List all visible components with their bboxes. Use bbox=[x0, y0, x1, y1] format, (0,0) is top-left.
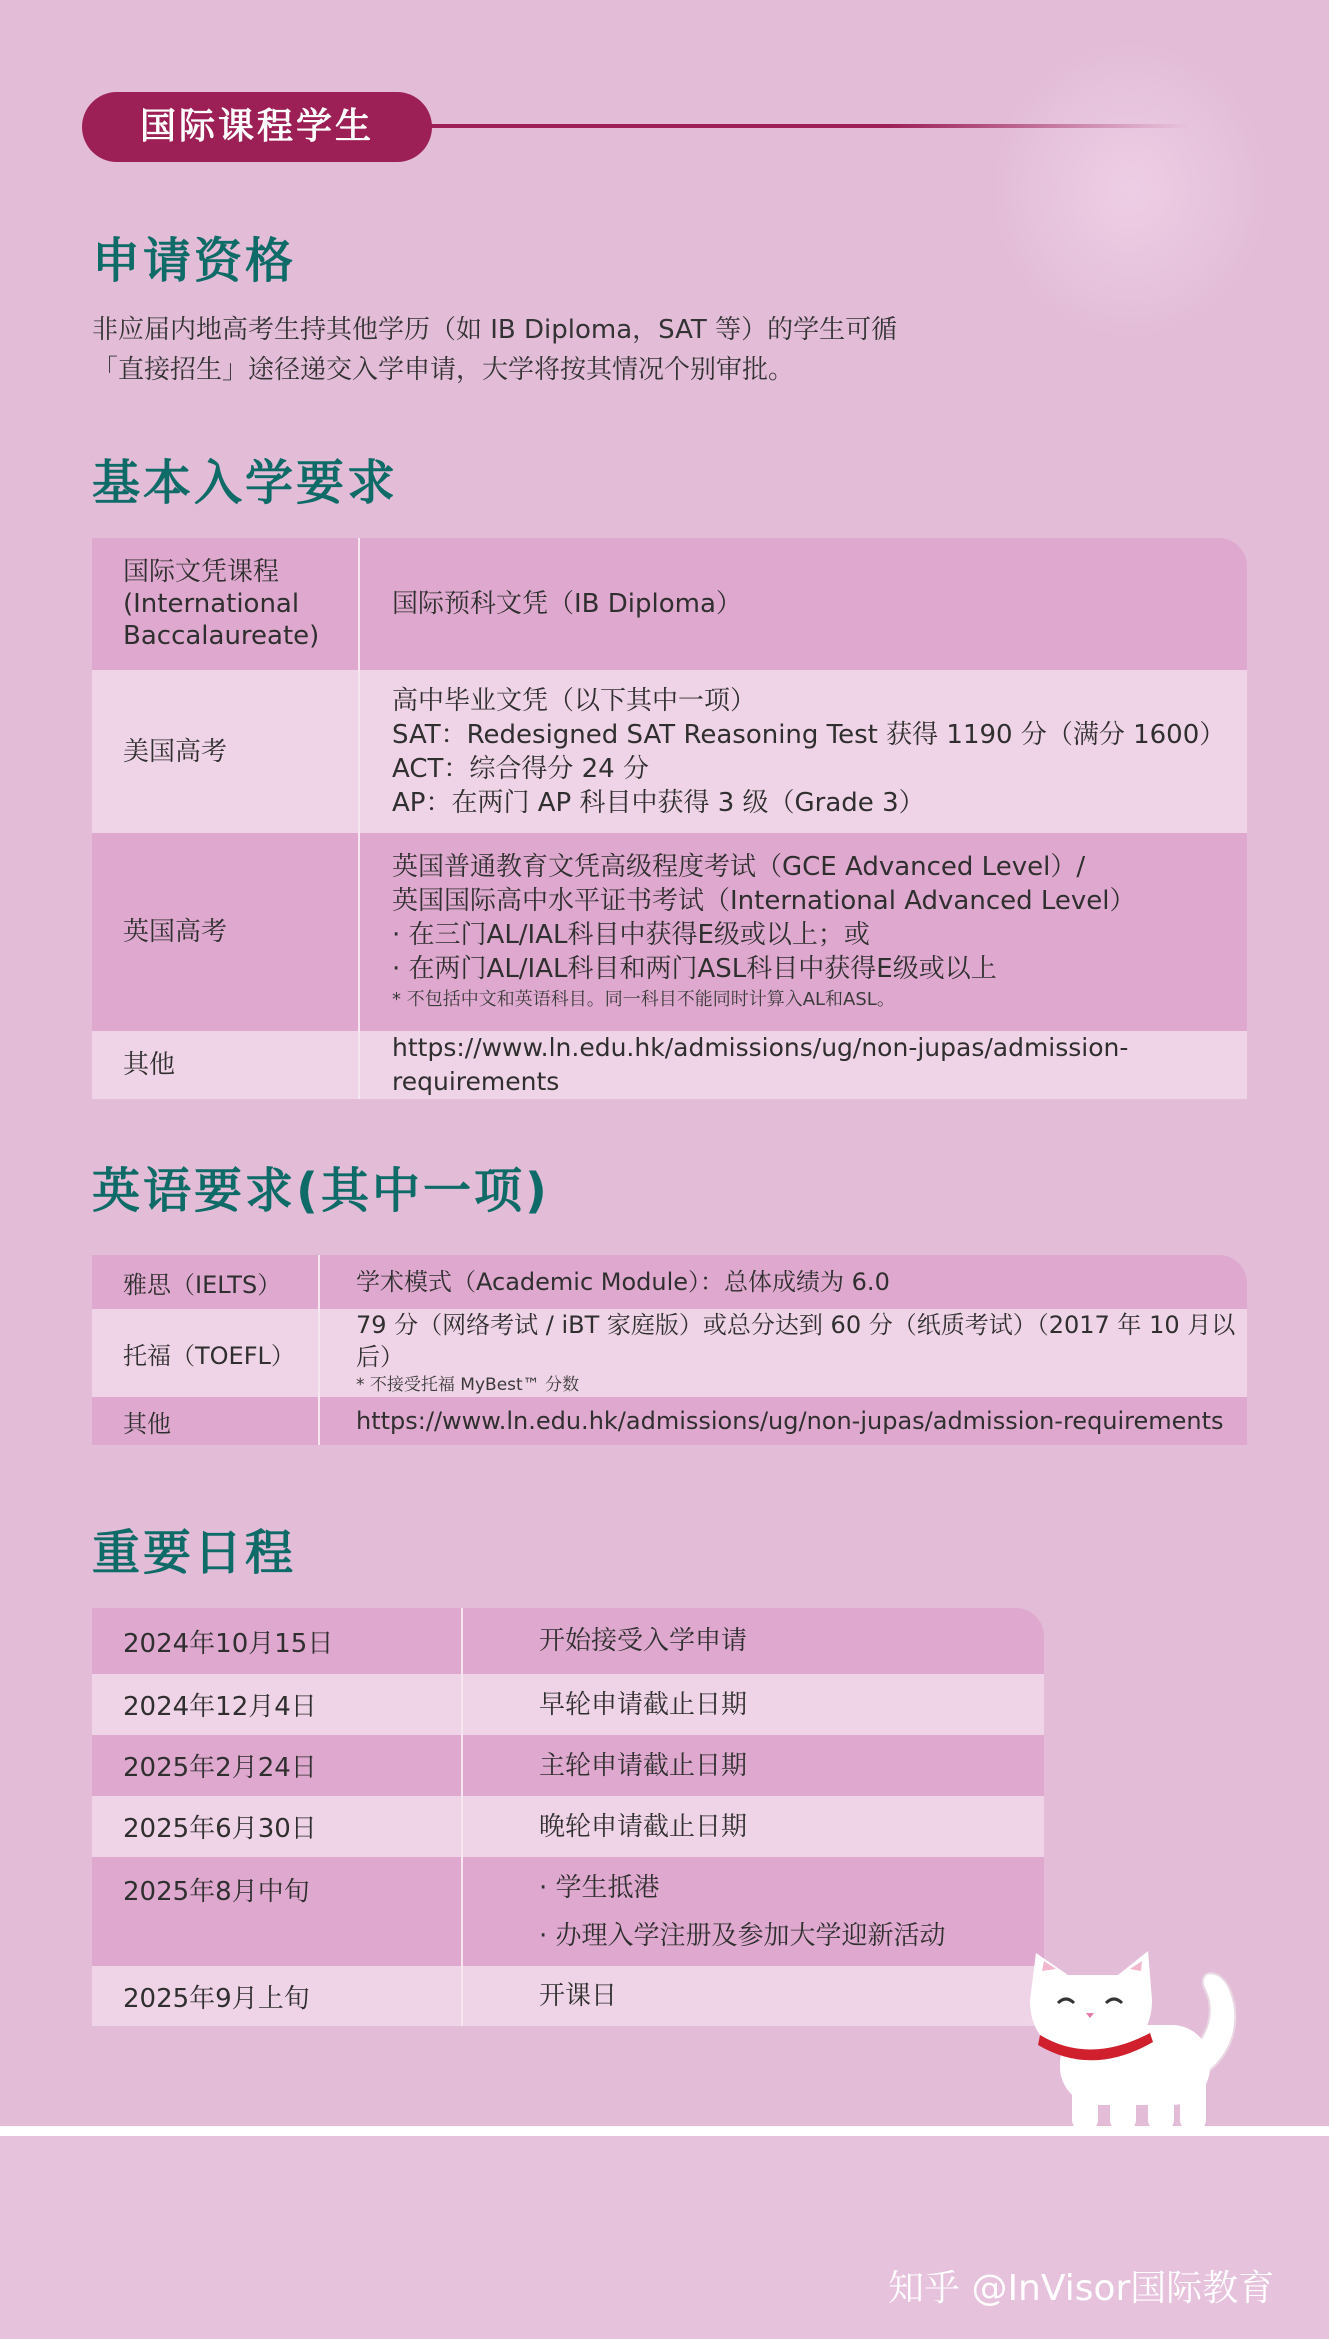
row-value bbox=[359, 538, 1247, 670]
value-line: AP：在两门 AP 科目中获得 3 级（Grade 3） bbox=[392, 787, 925, 818]
label-line: 美国高考 bbox=[123, 736, 228, 767]
schedule-date: 2025年9月上旬 bbox=[92, 1966, 462, 2026]
row-label: 雅思（IELTS） bbox=[92, 1255, 319, 1309]
watermark: 知乎 @InVisor国际教育 bbox=[888, 2268, 1275, 2309]
row-value bbox=[319, 1255, 1247, 1309]
event-line: · 办理入学注册及参加大学迎新活动 bbox=[539, 1920, 946, 1951]
row-note: * 不接受托福 MyBest™ 分数 bbox=[356, 1375, 580, 1395]
schedule-event bbox=[462, 1857, 1044, 1966]
value-line: 79 分（网络考试 / iBT 家庭版）或总分达到 60 分（纸质考试）（2017 年 10 月以后） bbox=[356, 1311, 1236, 1371]
event-line: 开课日 bbox=[539, 1981, 618, 2011]
schedule-date: 2025年6月30日 bbox=[92, 1796, 462, 1857]
english-requirements-table bbox=[92, 1255, 1247, 1445]
event-line: 主轮申请截止日期 bbox=[539, 1750, 748, 1781]
row-value bbox=[359, 670, 1247, 833]
cat-leg bbox=[1110, 2075, 1136, 2130]
requirements-link[interactable]: https://www.ln.edu.hk/admissions/ug/non-jupas/admission-requirements bbox=[356, 1407, 1224, 1435]
value-line: SAT：Redesigned SAT Reasoning Test 获得 1190 分（满分 1600） bbox=[392, 719, 1226, 750]
cat-mascot-illustration bbox=[1020, 1905, 1250, 2130]
schedule-event bbox=[462, 1608, 1044, 1674]
schedule-date: 2024年12月4日 bbox=[92, 1674, 462, 1735]
event-line: · 学生抵港 bbox=[539, 1872, 660, 1903]
label-line: 其他 bbox=[123, 1050, 176, 1080]
schedule-date: 2025年8月中旬 bbox=[92, 1857, 462, 1966]
eligibility-line: 「直接招生」途径递交入学申请，大学将按其情况个别审批。 bbox=[92, 355, 795, 385]
footer-divider bbox=[0, 2126, 1329, 2136]
schedule-date: 2025年2月24日 bbox=[92, 1735, 462, 1796]
background-glow bbox=[990, 40, 1270, 340]
cat-leg bbox=[1180, 2075, 1206, 2130]
row-label bbox=[92, 833, 359, 1031]
cat-leg bbox=[1148, 2075, 1174, 2130]
table-row bbox=[92, 1031, 1247, 1099]
schedule-event bbox=[462, 1674, 1044, 1735]
row-value bbox=[319, 1309, 1247, 1397]
eligibility-text bbox=[92, 310, 992, 390]
schedule-table bbox=[92, 1608, 1044, 2026]
schedule-heading: 重要日程 bbox=[92, 1525, 297, 1581]
value-line: 英国国际高中水平证书考试（International Advanced Level） bbox=[392, 886, 1136, 916]
requirements-link[interactable]: https://www.ln.edu.hk/admissions/ug/non-jupas/admission-requirements bbox=[392, 1033, 1129, 1096]
table-row bbox=[92, 833, 1247, 1031]
cat-leg bbox=[1072, 2075, 1098, 2130]
label-line: (International bbox=[123, 589, 300, 619]
event-line: 开始接受入学申请 bbox=[539, 1626, 748, 1656]
event-line: 晚轮申请截止日期 bbox=[539, 1811, 748, 1842]
banner-rule bbox=[430, 124, 1190, 128]
table-row bbox=[92, 1735, 1044, 1796]
row-value bbox=[319, 1397, 1247, 1445]
value-line: · 在两门AL/IAL科目和两门ASL科目中获得E级或以上 bbox=[392, 954, 997, 984]
schedule-event bbox=[462, 1796, 1044, 1857]
row-label: 其他 bbox=[92, 1397, 319, 1445]
label-line: 国际文凭课程 bbox=[123, 557, 280, 587]
table-row bbox=[92, 1309, 1247, 1397]
eligibility-heading: 申请资格 bbox=[92, 233, 297, 289]
value-line: 英国普通教育文凭高级程度考试（GCE Advanced Level）/ bbox=[392, 852, 1086, 882]
table-row bbox=[92, 1608, 1044, 1674]
value-line: 高中毕业文凭（以下其中一项） bbox=[392, 685, 757, 716]
table-row bbox=[92, 1674, 1044, 1735]
row-note: * 不包括中文和英语科目。同一科目不能同时计算入AL和ASL。 bbox=[392, 989, 895, 1010]
basic-requirements-heading: 基本入学要求 bbox=[92, 455, 399, 511]
row-label: 托福（TOEFL） bbox=[92, 1309, 319, 1397]
label-line: Baccalaureate) bbox=[123, 621, 320, 651]
eligibility-line: 非应届内地高考生持其他学历（如 IB Diploma，SAT 等）的学生可循 bbox=[92, 315, 898, 345]
value-line: ACT：综合得分 24 分 bbox=[392, 753, 649, 784]
row-value bbox=[359, 833, 1247, 1031]
table-row bbox=[92, 1857, 1044, 1966]
value-line: 学术模式（Academic Module）：总体成绩为 6.0 bbox=[356, 1268, 890, 1296]
table-row bbox=[92, 670, 1247, 833]
row-label bbox=[92, 670, 359, 833]
value-line: · 在三门AL/IAL科目中获得E级或以上；或 bbox=[392, 920, 870, 950]
table-row bbox=[92, 1796, 1044, 1857]
schedule-date: 2024年10月15日 bbox=[92, 1608, 462, 1674]
table-row bbox=[92, 1966, 1044, 2026]
row-label bbox=[92, 1031, 359, 1099]
english-requirements-heading: 英语要求(其中一项) bbox=[92, 1163, 550, 1219]
value-line: 国际预科文凭（IB Diploma） bbox=[392, 589, 742, 619]
table-row bbox=[92, 1255, 1247, 1309]
row-label bbox=[92, 538, 359, 670]
event-line: 早轮申请截止日期 bbox=[539, 1689, 748, 1720]
schedule-event bbox=[462, 1735, 1044, 1796]
table-row bbox=[92, 1397, 1247, 1445]
label-line: 英国高考 bbox=[123, 917, 228, 947]
schedule-event bbox=[462, 1966, 1044, 2026]
row-value bbox=[359, 1031, 1247, 1099]
section-banner: 国际课程学生 bbox=[82, 92, 432, 162]
table-row bbox=[92, 538, 1247, 670]
basic-requirements-table bbox=[92, 538, 1247, 1099]
